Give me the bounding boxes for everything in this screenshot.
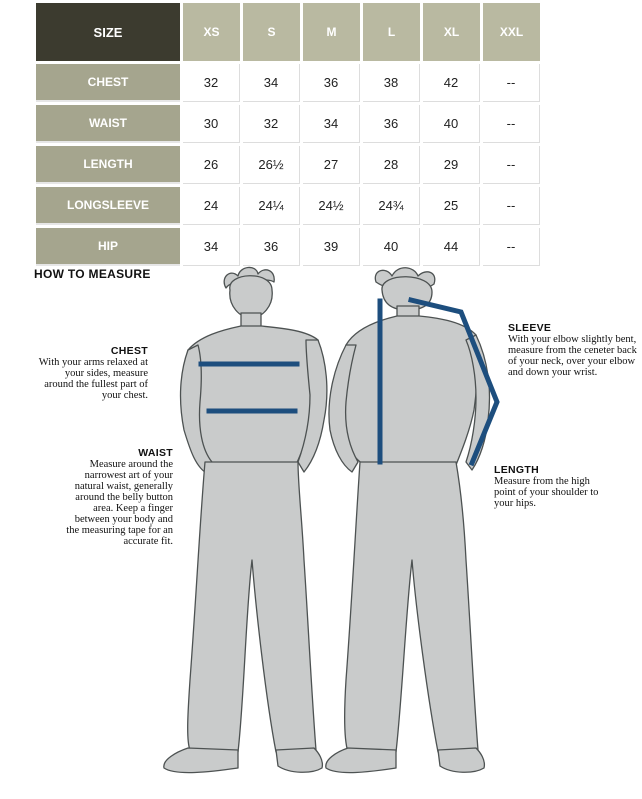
size-value-cell: 34 bbox=[243, 64, 300, 102]
size-value-cell: -- bbox=[483, 146, 540, 184]
waist-title: WAIST bbox=[138, 447, 173, 459]
front-figure bbox=[164, 267, 327, 772]
size-value-cell: 24½ bbox=[303, 187, 360, 225]
back-figure bbox=[326, 268, 490, 773]
sleeve-text: With your elbow slightly bent, measure from the ceneter back of your neck, over your elbow and down your wrist. bbox=[508, 334, 637, 378]
size-value-cell: -- bbox=[483, 187, 540, 225]
front-head bbox=[230, 276, 272, 318]
size-value-cell: -- bbox=[483, 228, 540, 266]
size-value-cell: 24¾ bbox=[363, 187, 420, 225]
size-value-cell: 40 bbox=[363, 228, 420, 266]
size-header-xs: XS bbox=[183, 3, 240, 61]
size-value-cell: 38 bbox=[363, 64, 420, 102]
size-value-cell: 24¼ bbox=[243, 187, 300, 225]
size-value-cell: 32 bbox=[183, 64, 240, 102]
back-torso bbox=[342, 316, 478, 465]
size-value-cell: 26½ bbox=[243, 146, 300, 184]
back-pants bbox=[345, 462, 478, 752]
waist-text: Measure around the narrowest art of your natural waist, generally around the belly button area. Keep a finger between your body and the measuring tape for an accurate fit. bbox=[66, 459, 173, 547]
size-value-cell: 29 bbox=[423, 146, 480, 184]
size-value-cell: 36 bbox=[363, 105, 420, 143]
chest-instructions bbox=[38, 346, 148, 401]
size-value-cell: 26 bbox=[183, 146, 240, 184]
size-value-cell: 36 bbox=[243, 228, 300, 266]
size-value-cell: 24 bbox=[183, 187, 240, 225]
size-header-l: L bbox=[363, 3, 420, 61]
size-value-cell: 25 bbox=[423, 187, 480, 225]
row-label: LONGSLEEVE bbox=[36, 187, 180, 225]
size-header-xl: XL bbox=[423, 3, 480, 61]
front-left-shoe bbox=[164, 748, 238, 773]
size-header-xxl: XXL bbox=[483, 3, 540, 61]
front-pants bbox=[188, 462, 316, 752]
front-torso bbox=[185, 326, 319, 465]
size-corner-label: SIZE bbox=[36, 3, 180, 61]
waist-instructions bbox=[60, 448, 173, 547]
row-label: LENGTH bbox=[36, 146, 180, 184]
size-value-cell: 44 bbox=[423, 228, 480, 266]
size-value-cell: 32 bbox=[243, 105, 300, 143]
size-value-cell: 30 bbox=[183, 105, 240, 143]
sleeve-instructions bbox=[508, 323, 638, 378]
chest-text: With your arms relaxed at your sides, measure around the fullest part of your chest. bbox=[38, 357, 148, 401]
length-instructions bbox=[494, 465, 606, 509]
size-value-cell: 36 bbox=[303, 64, 360, 102]
chest-title: CHEST bbox=[110, 345, 148, 357]
row-label: WAIST bbox=[36, 105, 180, 143]
how-to-measure-title: HOW TO MEASURE bbox=[34, 267, 151, 281]
size-value-cell: 39 bbox=[303, 228, 360, 266]
size-header-m: M bbox=[303, 3, 360, 61]
sleeve-title: SLEEVE bbox=[508, 322, 552, 334]
size-value-cell: 28 bbox=[363, 146, 420, 184]
row-label: CHEST bbox=[36, 64, 180, 102]
back-right-shoe bbox=[438, 748, 484, 772]
length-text: Measure from the high point of your shoulder to your hips. bbox=[494, 476, 599, 509]
size-value-cell: -- bbox=[483, 64, 540, 102]
size-value-cell: 34 bbox=[303, 105, 360, 143]
size-value-cell: 40 bbox=[423, 105, 480, 143]
size-header-s: S bbox=[243, 3, 300, 61]
size-value-cell: 34 bbox=[183, 228, 240, 266]
size-value-cell: 27 bbox=[303, 146, 360, 184]
size-value-cell: -- bbox=[483, 105, 540, 143]
size-value-cell: 42 bbox=[423, 64, 480, 102]
back-left-shoe bbox=[326, 748, 396, 773]
front-right-shoe bbox=[276, 748, 322, 772]
length-title: LENGTH bbox=[494, 464, 539, 476]
row-label: HIP bbox=[36, 228, 180, 266]
